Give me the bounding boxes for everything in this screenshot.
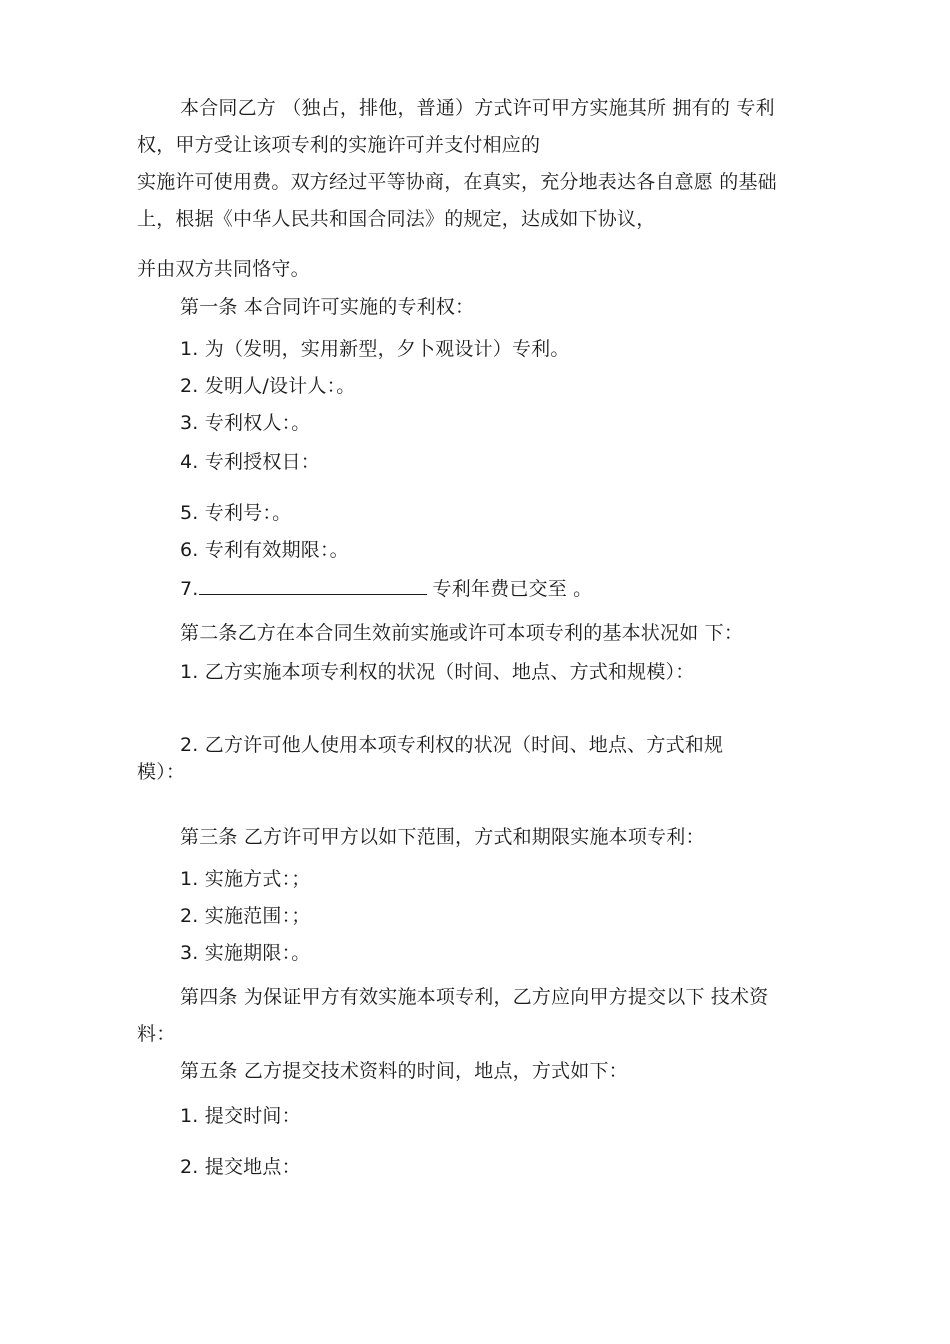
article-5-item-1: 1. 提交时间： bbox=[180, 1105, 301, 1127]
item-7-suffix: 专利年费已交至 。 bbox=[432, 578, 593, 600]
article-2-item-2-line-1: 2. 乙方许可他人使用本项专利权的状况（时间、地点、方式和规 bbox=[180, 734, 724, 756]
article-2-item-1: 1. 乙方实施本项专利权的状况（时间、地点、方式和规模）： bbox=[180, 661, 695, 683]
article-3-item-3: 3. 实施期限：。 bbox=[180, 942, 311, 964]
article-1-item-7 bbox=[180, 574, 592, 602]
article-1-item-4: 4. 专利授权日： bbox=[180, 451, 320, 473]
article-2-heading: 第二条乙方在本合同生效前实施或许可本项专利的基本状况如 下： bbox=[180, 622, 744, 644]
article-3-item-1: 1. 实施方式：； bbox=[180, 868, 311, 890]
article-1-heading: 第一条 本合同许可实施的专利权： bbox=[180, 296, 475, 318]
intro-line-1: 本合同乙方 （独占，排他，普通）方式许可甲方实施其所 拥有的 专利 bbox=[180, 97, 775, 119]
article-4-line-1: 第四条 为保证甲方有效实施本项专利，乙方应向甲方提交以下 技术资 bbox=[180, 986, 769, 1008]
article-5-heading: 第五条 乙方提交技术资料的时间，地点，方式如下： bbox=[180, 1060, 628, 1082]
article-2-item-2-line-2: 模）： bbox=[137, 761, 186, 783]
intro-line-5: 并由双方共同恪守。 bbox=[137, 258, 310, 280]
fill-in-blank bbox=[199, 574, 427, 595]
article-1-item-6: 6. 专利有效期限：。 bbox=[180, 539, 349, 561]
article-3-item-2: 2. 实施范围：； bbox=[180, 905, 311, 927]
article-1-item-5: 5. 专利号：。 bbox=[180, 502, 292, 524]
item-7-prefix: 7. bbox=[180, 578, 199, 600]
article-1-item-1: 1. 为（发明，实用新型，夕卜观设计）专利。 bbox=[180, 338, 570, 360]
article-5-item-2: 2. 提交地点： bbox=[180, 1156, 301, 1178]
article-3-heading: 第三条 乙方许可甲方以如下范围，方式和期限实施本项专利： bbox=[180, 826, 705, 848]
article-1-item-2: 2. 发明人/设计人：。 bbox=[180, 375, 356, 397]
intro-line-2: 权，甲方受让该项专利的实施许可并支付相应的 bbox=[137, 134, 541, 156]
article-1-item-3: 3. 专利权人：。 bbox=[180, 412, 311, 434]
intro-line-3: 实施许可使用费。双方经过平等协商，在真实，充分地表达各自意愿 的基础 bbox=[137, 171, 777, 193]
intro-line-4: 上，根据《中华人民共和国合同法》的规定，达成如下协议， bbox=[137, 208, 656, 230]
article-4-line-2: 料： bbox=[137, 1023, 176, 1045]
